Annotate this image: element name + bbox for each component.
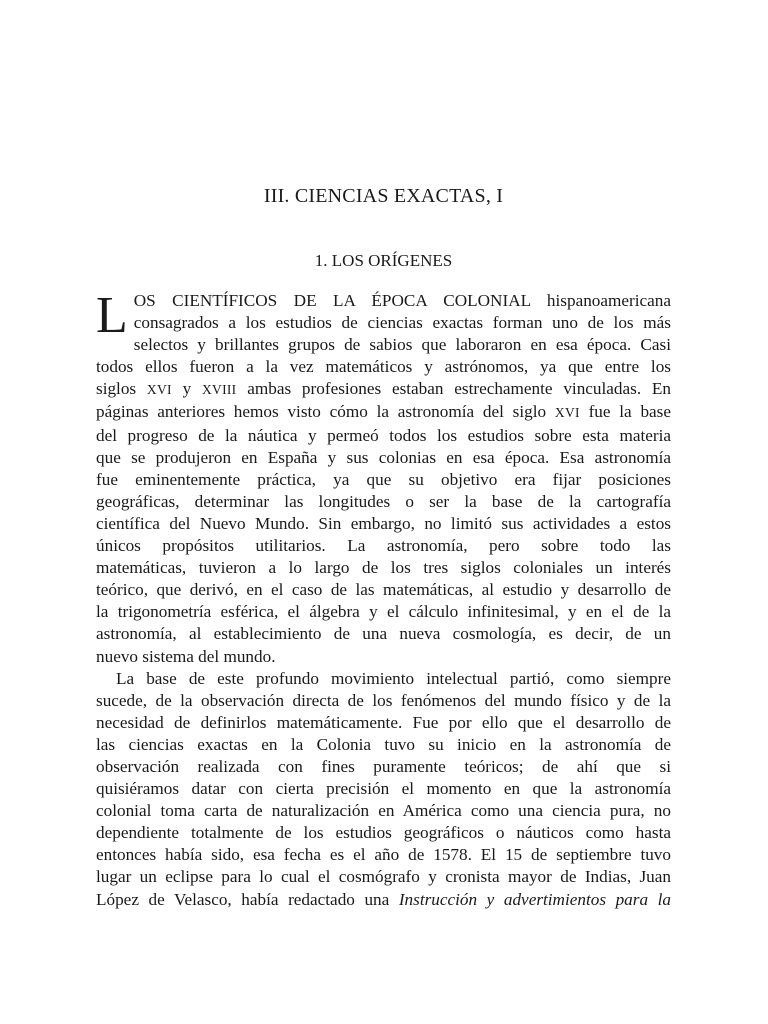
text-line: matemáticas, tuvieron a lo largo de los tres siglos coloniales un interés [96, 558, 671, 578]
text-line: dependiente totalmente de los estudios geográficos o náuticos como hasta [96, 823, 671, 843]
text-line: La base de este profundo movimiento intelectual partió, como siempre [116, 668, 671, 688]
text-line: selectos y brillantes grupos de sabios que laboraron en esa época. Casi [133, 335, 671, 355]
text-line: sucede, de la observación directa de los fenómenos del mundo físico y de la [96, 690, 671, 710]
text-line: nuevo sistema del mundo. [96, 646, 276, 666]
text-line [96, 401, 671, 424]
text-line: consagrados a los estudios de ciencias exactas forman uno de los más [133, 313, 671, 333]
text-line: geográficas, determinar las longitudes o ser la base de la cartografía [96, 491, 671, 511]
paragraph-1 [96, 287, 672, 668]
text-line: científica del Nuevo Mundo. Sin embargo, no limitó sus actividades a estos [96, 513, 671, 533]
century-numeral: XVIII [201, 382, 237, 398]
text-line: OS CIENTÍFICOS DE LA ÉPOCA COLONIAL hispanoamericana [133, 291, 671, 310]
text-line: que se produjeron en España y sus colonias en esa época. Esa astronomía [96, 447, 671, 467]
body-text [96, 287, 672, 911]
text-line: fue eminentemente práctica, ya que su objetivo era fijar posiciones [96, 469, 671, 489]
century-numeral: XVI [554, 405, 580, 421]
text-line: necesidad de definirlos matemáticamente. Fue por ello que el desarrollo de [96, 712, 671, 732]
text-fragment: López de Velasco, había redactado una [96, 889, 399, 909]
text-line: todos ellos fueron a la vez matemáticos y astrónomos, ya que entre los [96, 357, 671, 377]
text-line: astronomía, al establecimiento de una nueva cosmología, es decir, de un [96, 624, 671, 644]
text-line: observación realizada con fines puramente teóricos; de ahí que si [96, 756, 671, 776]
book-title-italic: Instrucción y advertimientos para la [398, 889, 671, 909]
chapter-title: III. CIENCIAS EXACTAS, I [263, 185, 504, 207]
text-fragment: páginas anteriores hemos visto cómo la astronomía del siglo [96, 402, 555, 422]
text-line: quisiéramos datar con cierta precisión el momento en que la astronomía [96, 779, 671, 799]
century-numeral: XVI [146, 382, 172, 398]
text-fragment: y [171, 379, 202, 399]
text-line [96, 889, 671, 911]
text-line: entonces había sido, esa fecha es el año de 1578. El 15 de septiembre tuvo [96, 845, 671, 865]
drop-cap: L [96, 287, 128, 344]
section-title: 1. LOS ORÍGENES [314, 251, 453, 270]
text-line: la trigonometría esférica, el álgebra y el cálculo infinitesimal, y en el de la [96, 602, 671, 622]
text-line: teórico, que derivó, en el caso de las matemáticas, al estudio y desarrollo de [96, 580, 671, 600]
text-line: colonial toma carta de naturalización en América como una ciencia pura, no [96, 801, 671, 821]
paragraph-2 [96, 668, 671, 911]
text-fragment: ambas profesiones estaban estrechamente vinculadas. En [236, 379, 672, 399]
text-line [96, 378, 671, 401]
text-fragment: siglos [96, 379, 147, 399]
text-line: únicos propósitos utilitarios. La astronomía, pero sobre todo las [96, 536, 671, 556]
text-line: las ciencias exactas en la Colonia tuvo su inicio en la astronomía de [96, 734, 671, 754]
text-line: lugar un eclipse para lo cual el cosmógrafo y cronista mayor de Indias, Juan [96, 867, 671, 887]
text-fragment: fue la base [579, 402, 671, 422]
text-line: del progreso de la náutica y permeó todos los estudios sobre esta materia [96, 425, 671, 445]
